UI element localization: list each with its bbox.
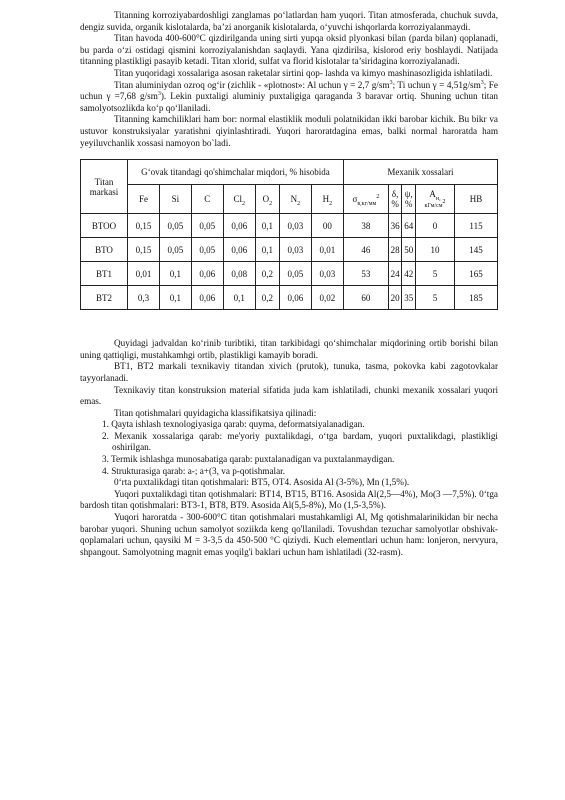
cell: 0,15 [128,238,160,262]
list-item: 3. Termik ishlashga munosabatiga qarab: puxtalanadigan va puxtalanmaydigan. [102,454,395,465]
col-n2: $N_2$ [279,185,311,214]
cell: 0,02 [311,286,343,310]
col-c: C [191,185,223,214]
paragraph: Yuqori puxtalikdagi titan qotishmalari: BT14, BT15, BT16. Asosida Al(2,5—4%), Mo(3 —7,5%). 0‘tga bardosh titan qotishmalari: BT3-1, BT8, BT9. Asosida Al(5,5-8%), Mo (1,5-3,5%). [80,488,498,511]
table-row [81,238,498,262]
col-si: Si [159,185,191,214]
cell: 53 [343,262,388,286]
cell: 0,15 [128,214,160,238]
cell: 0,05 [191,238,223,262]
cell: 0,03 [279,238,311,262]
header-mechanical: Mexanik xossalari [343,160,497,185]
cube-superscript: 3 [389,79,393,86]
cell: 145 [455,238,498,262]
cell: 24 [388,262,402,286]
cell: 0,2 [255,262,279,286]
cell: 115 [455,214,498,238]
density-text-3: ; Fe uchun γ =7,68 g/sm [80,79,498,102]
paragraph: Titan havoda 400-600°C qizdirilganda uning sirti yupqa oksid plyonkasi bilan (parda bilan) qoplanadi, bu parda o‘zi ostidagi qismini korroziyalanishdan saqlaydi. Yana qizdirilsa, kislorod eriy boshlaydi. Natijada titanning plastikligi pasayib ketadi. Titan xlorid, sulfat va florid kislotalar ta’siridagina korroziyalanadi. [80,33,498,67]
header-additives: G‘ovak titandagi qo'shimchalar miqdori, % hisobida [128,160,344,185]
paragraph: Quyidagi jadvaldan ko‘rinib turibtiki, titan tarkibidagi qo‘shimchalar miqdorining ortib borishi bilan uning qattiqligi, mustahkamhgi ortib, plastikligi kamayib boradi. [80,338,498,360]
cell: 0,3 [128,286,160,310]
table-row [81,286,498,310]
cell: 0,06 [279,286,311,310]
cell: 0,05 [279,262,311,286]
cell: 46 [343,238,388,262]
row-grade: BTO [81,238,128,262]
density-text-2: ; Ti uchun γ = 4,51g/sm [392,79,481,90]
paragraph: Titanning korroziyabardoshligi zanglamas po‘latlardan ham yuqori. Titan atmosferada, chuchuk suvda, dengiz suvida, organik kislotalarda, ba’zi anorganik kislotalarda, o‘yuvchi ishqorlarda korroziyalanmaydi. [80,10,498,32]
cell: 0,08 [223,262,255,286]
cell: 0,03 [311,262,343,286]
cell: 0,01 [128,262,160,286]
document-body [80,10,498,558]
header-titan-grade: Titan markasi [81,160,128,214]
cell: 60 [343,286,388,310]
cell: 0,01 [311,238,343,262]
cell: 35 [402,286,416,310]
row-grade: BTOO [81,214,128,238]
cell: 0,06 [191,286,223,310]
cell: 38 [343,214,388,238]
col-fe: Fe [128,185,160,214]
cell: 10 [416,238,455,262]
cell: 0,1 [223,286,255,310]
density-text-4: ). Lekin puxtaligi aluminiy puxtaligiga qaraganda 3 baravar ortiq. Shuning uchun titan samolyotsozlikda ko‘p qo‘llaniladi. [80,91,499,113]
cell: 20 [388,286,402,310]
col-delta: δ, % [388,185,402,214]
list-item: 4. Strukturasiga qarab: a-; a+(3, va p-qotishmalar. [102,465,286,476]
table-row [81,214,498,238]
cell: 0,05 [159,238,191,262]
paragraph: Titan qotishmalari quyidagicha klassifikatsiya qilinadi: [114,407,317,418]
col-h2: $H_2$ [311,185,343,214]
cube-superscript: 3 [157,91,161,98]
cell: 5 [416,286,455,310]
cell: 0,03 [279,214,311,238]
cell: 0 [416,214,455,238]
paragraph: Yuqori haroratda - 300-600°C titan qotishmalari mustahkamligi Al, Mg qotishmalarinikidan bir necha barobar yuqori. Shuning uchun samolyot soziikda keng qo'llaniladi. Tovushdan tezuchar samolyotlar obshivak-qoplamalari uchun, qaysiki M = 3-3,5 da 450-500 °C qiziydi. Kuch elementlari uchun ham: lonjeron, nervyura, shpangout. Samolyotning magnit emas yoqilg'i baklari uchun ham ishlatiladi (32-rasm). [80,512,498,557]
cell: 42 [402,262,416,286]
density-text-1: Titan aluminiydan ozroq og‘ir (zichlik - «plotnost»: Al uchun γ = 2,7 g/sm [114,79,390,90]
col-o2: $O_2$ [255,185,279,214]
col-sigma: $\sigma_{в,кг/мм}^2$ [343,185,388,214]
cell: 0,05 [191,214,223,238]
row-grade: BT2 [81,286,128,310]
cell: 0,1 [255,214,279,238]
list-item: 1. Qayta ishlash texnologiyasiga qarab: quyma, deformatsiyalanadigan. [102,419,365,430]
cell: 165 [455,262,498,286]
col-psi: ψ, % [402,185,416,214]
cell: 0,06 [191,262,223,286]
cell: 0,1 [159,286,191,310]
cell: 0,06 [223,238,255,262]
cell: 0,05 [159,214,191,238]
paragraph: Titanning kamchiliklari ham bor: normal elastiklik moduli polatnikidan ikki barobar kichik. Bu bikr va ustuvor konstruksiyalar yaratishni qiyinlashtiradi. Yuqori haroratdagina emas, balki normal haroratda ham yeyiluvchanlik xossasi namoyon bo`ladi. [80,114,498,148]
cell: 00 [311,214,343,238]
cell: 0,2 [255,286,279,310]
list-item: 2. Mexanik xossalariga qarab: me'yoriy puxtalikdagi, o‘tga bardam, yuqori puxtalikdagi, plastikligi oshirilgan. [102,430,498,453]
paragraph: Texnikaviy titan konstruksion material sifatida juda kam ishlatiladi, chunki mexanik xossalari yuqori emas. [80,384,498,407]
cell: 0,1 [159,262,191,286]
cell: 64 [402,214,416,238]
cell: 0,06 [223,214,255,238]
cube-superscript: 3 [480,79,484,86]
cell: 185 [455,286,498,310]
col-cl2: $Cl_2$ [223,185,255,214]
col-impact: $A_{н,}$ кГм/$см^2$ [416,185,455,214]
cell: 0,1 [255,238,279,262]
paragraph: 0‘rta puxtalikdagi titan qotishmalari: BT5, OT4. Asosida Al (3-5%), Mn (1,5%). [114,477,410,488]
cell: 28 [388,238,402,262]
table-row [81,262,498,286]
col-hb: HB [455,185,498,214]
paragraph: BT1, BT2 markali texnikaviy titandan xivich (prutok), tunuka, tasma, pokovka kabi zagotovkalar tayyorlanadi. [80,361,498,383]
row-grade: BT1 [81,262,128,286]
density-paragraph [80,80,498,115]
paragraph: Titan yuqoridagi xossalariga asosan raketalar sirtini qop- lashda va kimyo mashinasozligida ishlatiladi. [114,67,493,78]
cell: 5 [416,262,455,286]
cell: 36 [388,214,402,238]
cell: 50 [402,238,416,262]
titan-properties-table [80,159,498,310]
